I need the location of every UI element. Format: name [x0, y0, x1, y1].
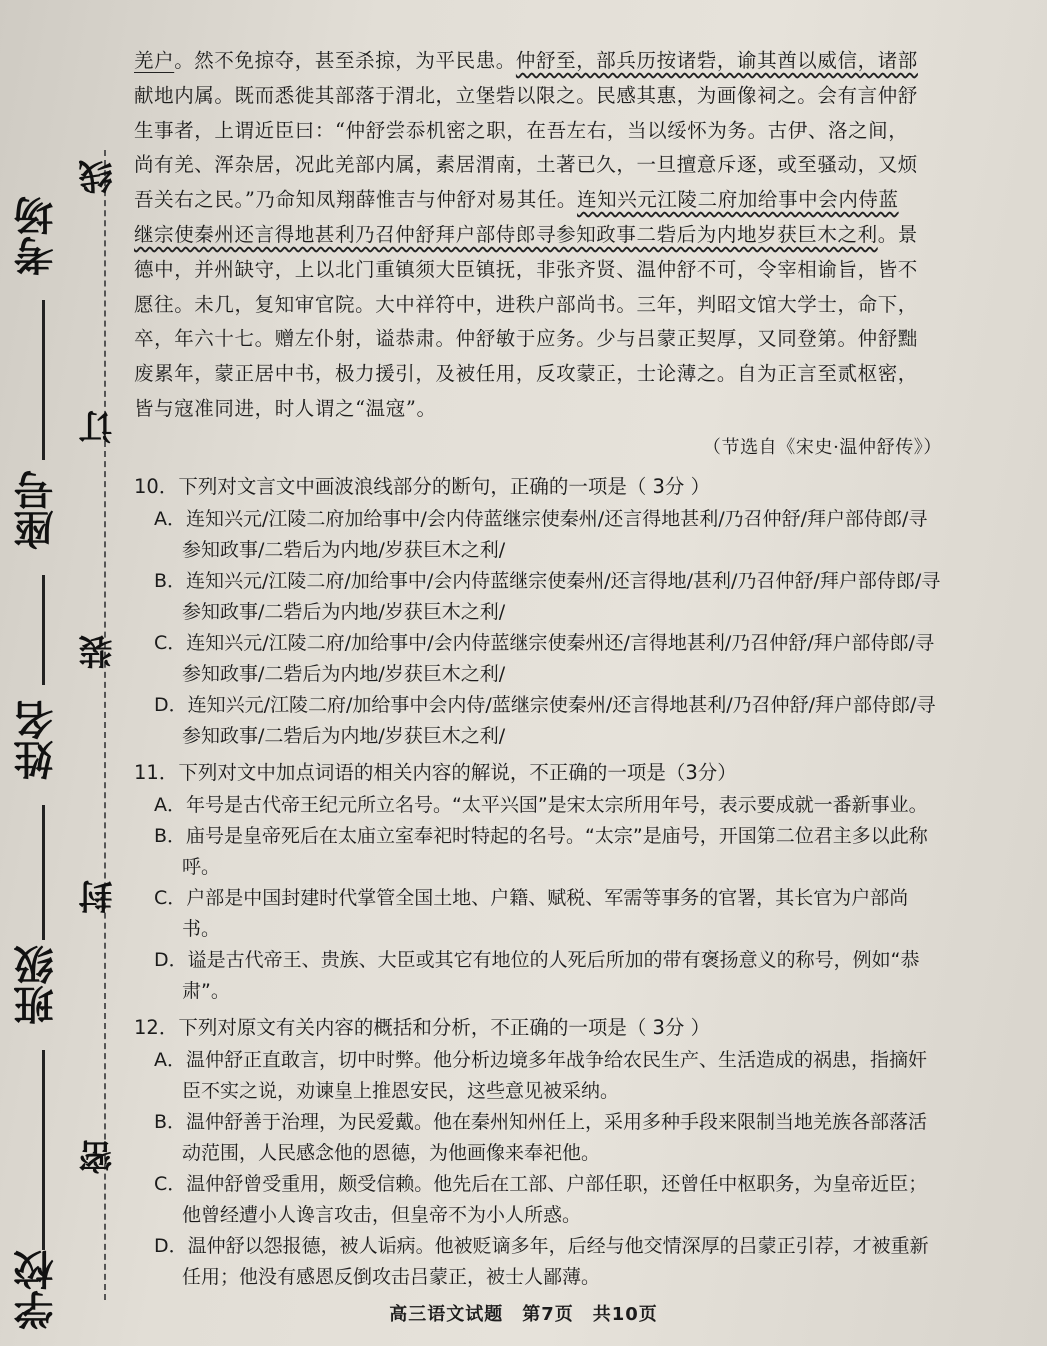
- option-a: A．年号是古代帝王纪元所立名号。“太平兴国”是宋太宗所用年号，表示要成就一番新事业。: [154, 793, 928, 816]
- passage-line: 生事者，上谓近臣曰：“仲舒尝忝机密之职，在吾左右，当以绥怀为务。古伊、洛之间，: [134, 118, 909, 142]
- main-content: [134, 44, 942, 1293]
- option-a: A．连知兴元/江陵二府加给事中/会内侍蓝继宗使秦州/还言得地甚利/乃召仲舒/拜户部侍郎/寻参知政事/二砦后为内地/岁获巨木之利/: [154, 507, 928, 561]
- wavy-underlined-text: 仲舒至，部兵历按诸砦，谕其酋以威信，诸部: [515, 49, 918, 72]
- wavy-underlined-text: 继宗使秦州还言得地甚利乃召仲舒拜户部侍郎寻参知政事二砦后为内地岁获巨木之利: [134, 222, 878, 246]
- passage-text: 。景: [877, 222, 918, 246]
- option-a: A．温仲舒正直敢言，切中时弊。他分析边境多年战争给农民生产、生活造成的祸患，指摘奸臣不实之说，劝谏皇上推恩安民，这些意见被采纳。: [154, 1048, 927, 1102]
- passage-line: [134, 183, 942, 218]
- option-d: D．谥是古代帝王、贵族、大臣或其它有地位的人死后所加的带有褒扬意义的称号，例如“恭肃”。: [154, 948, 920, 1002]
- passage-text: 。然不免掠夺，甚至杀掠，为平民患。: [174, 49, 516, 72]
- question-stem: 10．下列对文言文中画波浪线部分的断句，正确的一项是（ 3分 ）: [134, 474, 711, 498]
- binding-margin: [0, 0, 120, 1346]
- passage-line: 献地内属。既而悉徙其部落于渭北，立堡砦以限之。民感其惠，为画像祠之。会有言仲舒: [134, 83, 918, 107]
- passage-line: [134, 44, 942, 79]
- seal-mark-feng: 封: [79, 880, 119, 914]
- binding-line: [104, 150, 106, 1300]
- option-b: B．连知兴元/江陵二府/加给事中/会内侍蓝继宗使秦州/还言得地/甚利/乃召仲舒/拜户部侍郎/寻参知政事/二砦后为内地/岁获巨木之利/: [154, 569, 941, 623]
- option-d: D．温仲舒以怨报德，被人诟病。他被贬谪多年，后经与他交情深厚的吕蒙正引荐，才被重新任用；他没有感恩反倒攻击吕蒙正，被士人鄙薄。: [154, 1234, 929, 1288]
- passage-line: 废累年，蒙正居中书，极力援引，及被任用，反攻蒙正，士论薄之。自为正言至贰枢密，: [134, 362, 918, 386]
- option-b: B．温仲舒善于治理，为民爱戴。他在秦州知州任上，采用多种手段来限制当地羌族各部落活动范围，人民感念他的恩德，为他画像来奉祀他。: [154, 1110, 928, 1164]
- seal-mark-ding: 订: [79, 410, 119, 444]
- option-c: C．户部是中国封建时代掌管全国土地、户籍、赋税、军需等事务的官署，其长官为户部尚书。: [154, 886, 909, 940]
- field-name-blank: [42, 805, 45, 940]
- wavy-underlined-text: 连知兴元江陵二府加给事中会内侍蓝: [577, 188, 899, 212]
- question-stem: 11．下列对文中加点词语的相关内容的解说，不正确的一项是（3分）: [134, 760, 737, 784]
- seal-mark-zhuang: 装: [79, 635, 119, 669]
- passage-line: 卒，年六十七。赠左仆射，谥恭肃。仲舒敏于应务。少与吕蒙正契厚，又同登第。仲舒黜: [134, 327, 918, 351]
- seal-mark-mi: 密: [79, 1140, 119, 1174]
- option-c: C．温仲舒曾受重用，颇受信赖。他先后在工部、户部任职，还曾任中枢职务，为皇帝近臣；他曾经遭小人谗言攻击，但皇帝不为小人所惑。: [154, 1172, 928, 1226]
- passage-line: [134, 218, 942, 253]
- field-seat-number: 座号: [14, 470, 60, 550]
- passage-source: （节选自《宋史·温仲舒传》）: [702, 436, 942, 458]
- option-c: C．连知兴元/江陵二府/加给事中/会内侍蓝继宗使秦州还/言得地甚利/乃召仲舒/拜户部侍郎/寻参知政事/二砦后为内地/岁获巨木之利/: [154, 631, 935, 685]
- passage-line: 尚有羌、浑杂居，况此羌部内属，素居渭南，土著已久，一旦擅意斥逐，或至骚动，又烦: [134, 153, 918, 177]
- field-class-blank: [42, 1050, 45, 1250]
- question-10: [134, 470, 942, 752]
- passage-line: 愿往。未几，复知审官院。大中祥符中，进秩户部尚书。三年，判昭文馆大学士，命下，: [134, 292, 918, 316]
- page-footer: 高三语文试题 第7页 共10页: [389, 1304, 658, 1325]
- field-name: 姓名: [14, 700, 60, 780]
- option-b: B．庙号是皇帝死后在太庙立室奉祀时特起的名号。“太宗”是庙号，开国第二位君主多以此称呼。: [154, 824, 928, 878]
- option-d: D．连知兴元/江陵二府/加给事中会内侍/蓝继宗使秦州/还言得地甚利/乃召仲舒/拜户部侍郎/寻参知政事/二砦后为内地/岁获巨木之利/: [154, 693, 936, 747]
- seal-mark-xian: 线: [79, 160, 119, 194]
- passage-line: 德中，并州缺守，上以北门重镇须大臣镇抚，非张齐贤、温仲舒不可，令宰相谕旨，皆不: [134, 257, 918, 281]
- classical-passage: [134, 44, 942, 466]
- field-class: 班级: [14, 945, 60, 1025]
- question-11: [134, 756, 942, 1007]
- field-school: 学校: [14, 1250, 60, 1330]
- field-exam-room: 考场: [14, 196, 60, 276]
- passage-line: 皆与寇准同进，时人谓之“温寇”。: [134, 396, 437, 420]
- question-12: [134, 1011, 942, 1293]
- question-stem: 12．下列对原文有关内容的概括和分析，不正确的一项是（ 3分 ）: [134, 1015, 711, 1039]
- underlined-text: 羌户: [134, 49, 175, 72]
- field-exam-room-blank: [42, 300, 45, 460]
- field-seat-number-blank: [42, 575, 45, 685]
- passage-text: 吾关右之民。”乃命知凤翔薛惟吉与仲舒对易其任。: [134, 188, 578, 212]
